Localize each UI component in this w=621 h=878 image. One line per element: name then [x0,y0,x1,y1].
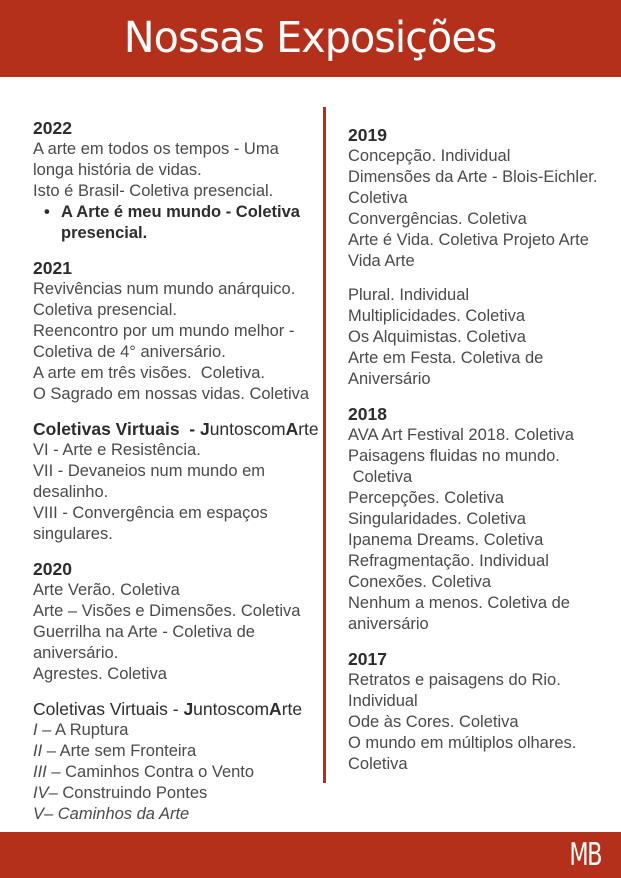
text-segment: Plural. Individual [348,286,470,304]
text-segment: Concepção. Individual [348,147,511,165]
exhibition-section [348,124,620,272]
text-segment: Nenhum a menos. Coletiva de aniversário [348,594,570,633]
mb-monogram-logo: MB [569,836,601,873]
exhibition-line [348,209,620,230]
exhibition-section [33,698,321,825]
text-segment: 2017 [348,649,387,669]
section-heading [33,558,321,580]
exhibition-line [348,146,620,167]
exhibition-line [33,363,321,384]
bullet-icon: • [44,203,50,221]
exhibition-line [348,572,620,593]
section-heading [33,257,321,279]
text-segment: Percepções. Coletiva [348,489,504,507]
text-segment: – A Ruptura [37,721,129,739]
exhibition-section [33,117,321,244]
text-segment: Retratos e paisagens do Rio. Individual [348,671,561,710]
bullet-text [61,202,321,244]
exhibition-line [33,783,321,804]
exhibition-line [33,279,321,321]
text-segment: Ode às Cores. Coletiva [348,713,519,731]
text-segment: A [285,419,299,439]
exhibition-line [33,664,321,685]
exhibition-line [348,509,620,530]
text-segment: Isto é Brasil- Coletiva presencial. [33,182,274,200]
text-segment: I [33,721,38,739]
exhibition-line [348,446,620,488]
exhibition-line [33,384,321,405]
text-segment: Agrestes. Coletiva [33,665,167,683]
exhibition-line [33,503,321,545]
exhibition-line [33,580,321,601]
column-right [348,117,620,832]
exhibition-line [348,733,620,775]
section-heading [348,403,620,425]
text-segment: A [269,699,282,719]
text-segment: II [33,742,43,760]
text-segment: 2019 [348,125,387,145]
text-segment: 2021 [33,258,72,278]
section-heading [348,124,620,146]
exhibition-line [348,530,620,551]
exhibition-section [33,558,321,685]
exhibition-line [348,488,620,509]
exhibition-line [33,321,321,363]
text-segment: Ipanema Dreams. Coletiva [348,531,544,549]
exhibition-line [348,593,620,635]
exhibition-line [348,348,620,390]
exhibition-line [33,461,321,503]
exhibition-line [33,139,321,181]
text-segment: untoscom [193,699,270,719]
exhibition-line [348,670,620,712]
text-segment: 2018 [348,404,387,424]
text-segment: Paisagens fluidas no mundo. [348,447,560,465]
text-segment: Coletiva [348,468,413,486]
text-segment: O mundo em múltiplos olhares. Coletiva [348,734,577,773]
exhibition-section [348,285,620,390]
text-segment: VII - Devaneios num mundo em desalinho. [33,462,266,501]
text-segment: III [33,763,47,781]
column-left [33,117,321,832]
exhibition-line [33,762,321,783]
text-segment: V– Caminhos da Arte [33,805,190,823]
text-segment: – Arte sem Fronteira [42,742,197,760]
exhibition-section [348,648,620,775]
text-segment: J [183,699,194,719]
text-segment: O Sagrado em nossas vidas. Coletiva [33,385,310,403]
text-segment: 2020 [33,559,72,579]
text-segment: rte [281,699,303,719]
text-segment: IV [33,784,49,802]
content [0,77,621,832]
text-segment: Arte – Visões e Dimensões. Coletiva [33,602,301,620]
text-segment: – Construindo Pontes [48,784,208,802]
text-segment: Guerrilha na Arte - Coletiva de aniversário. [33,623,255,662]
text-segment: Conexões. Coletiva [348,573,492,591]
bullet-line [33,202,321,244]
footer-bar [0,832,621,878]
exhibition-line [348,285,620,306]
text-segment: Arte Verão. Coletiva [33,581,180,599]
text-segment: Dimensões da Arte - Blois-Eichler. Coletiva [348,168,598,207]
exhibition-line [348,551,620,572]
text-segment: Convergências. Coletiva [348,210,527,228]
text-segment: Arte é Vida. Coletiva Projeto Arte Vida Arte [348,231,589,270]
text-segment: Multiplicidades. Coletiva [348,307,525,325]
exhibition-line [33,741,321,762]
exhibition-line [348,712,620,733]
text-segment: Coletivas Virtuais - [33,699,184,719]
exhibition-section [33,257,321,405]
text-segment: A arte em três visões. Coletiva. [33,364,266,382]
exhibition-line [348,306,620,327]
text-segment: AVA Art Festival 2018. Coletiva [348,426,574,444]
text-segment: A arte em todos os tempos - Uma longa história de vidas. [33,140,279,179]
text-segment: Os Alquimistas. Coletiva [348,328,526,346]
exhibition-line [33,622,321,664]
column-divider [323,107,326,783]
section-heading [33,117,321,139]
text-segment: Refragmentação. Individual [348,552,549,570]
section-heading [33,698,321,720]
exhibition-line [348,230,620,272]
exhibition-line [33,804,321,825]
text-segment: Arte em Festa. Coletiva de Aniversário [348,349,544,388]
text-segment: VIII - Convergência em espaços singulares. [33,504,268,543]
text-segment: Singularidades. Coletiva [348,510,526,528]
exhibition-line [348,327,620,348]
text-segment: rte [298,419,319,439]
exhibition-section [33,418,321,545]
exhibition-line [33,440,321,461]
text-segment: untoscom [209,419,286,439]
text-segment: VI - Arte e Resistência. [33,441,201,459]
exhibition-line [348,167,620,209]
title-bar [0,0,621,77]
page-title: Nossas Exposições [124,13,497,63]
exhibition-section [348,403,620,635]
text-segment: Coletivas Virtuais - J [33,419,210,439]
text-segment: 2022 [33,118,72,138]
text-segment: – Caminhos Contra o Vento [46,763,255,781]
exhibition-line [348,425,620,446]
text-segment: A Arte é meu mundo - Coletiva presencial. [61,203,300,242]
exhibition-line [33,601,321,622]
text-segment: Revivências num mundo anárquico. Coletiva presencial. [33,280,296,319]
section-heading [348,648,620,670]
exhibition-line [33,181,321,202]
text-segment: Reencontro por um mundo melhor - Coletiva de 4° aniversário. [33,322,295,361]
section-heading [33,418,321,440]
exhibition-line [33,720,321,741]
